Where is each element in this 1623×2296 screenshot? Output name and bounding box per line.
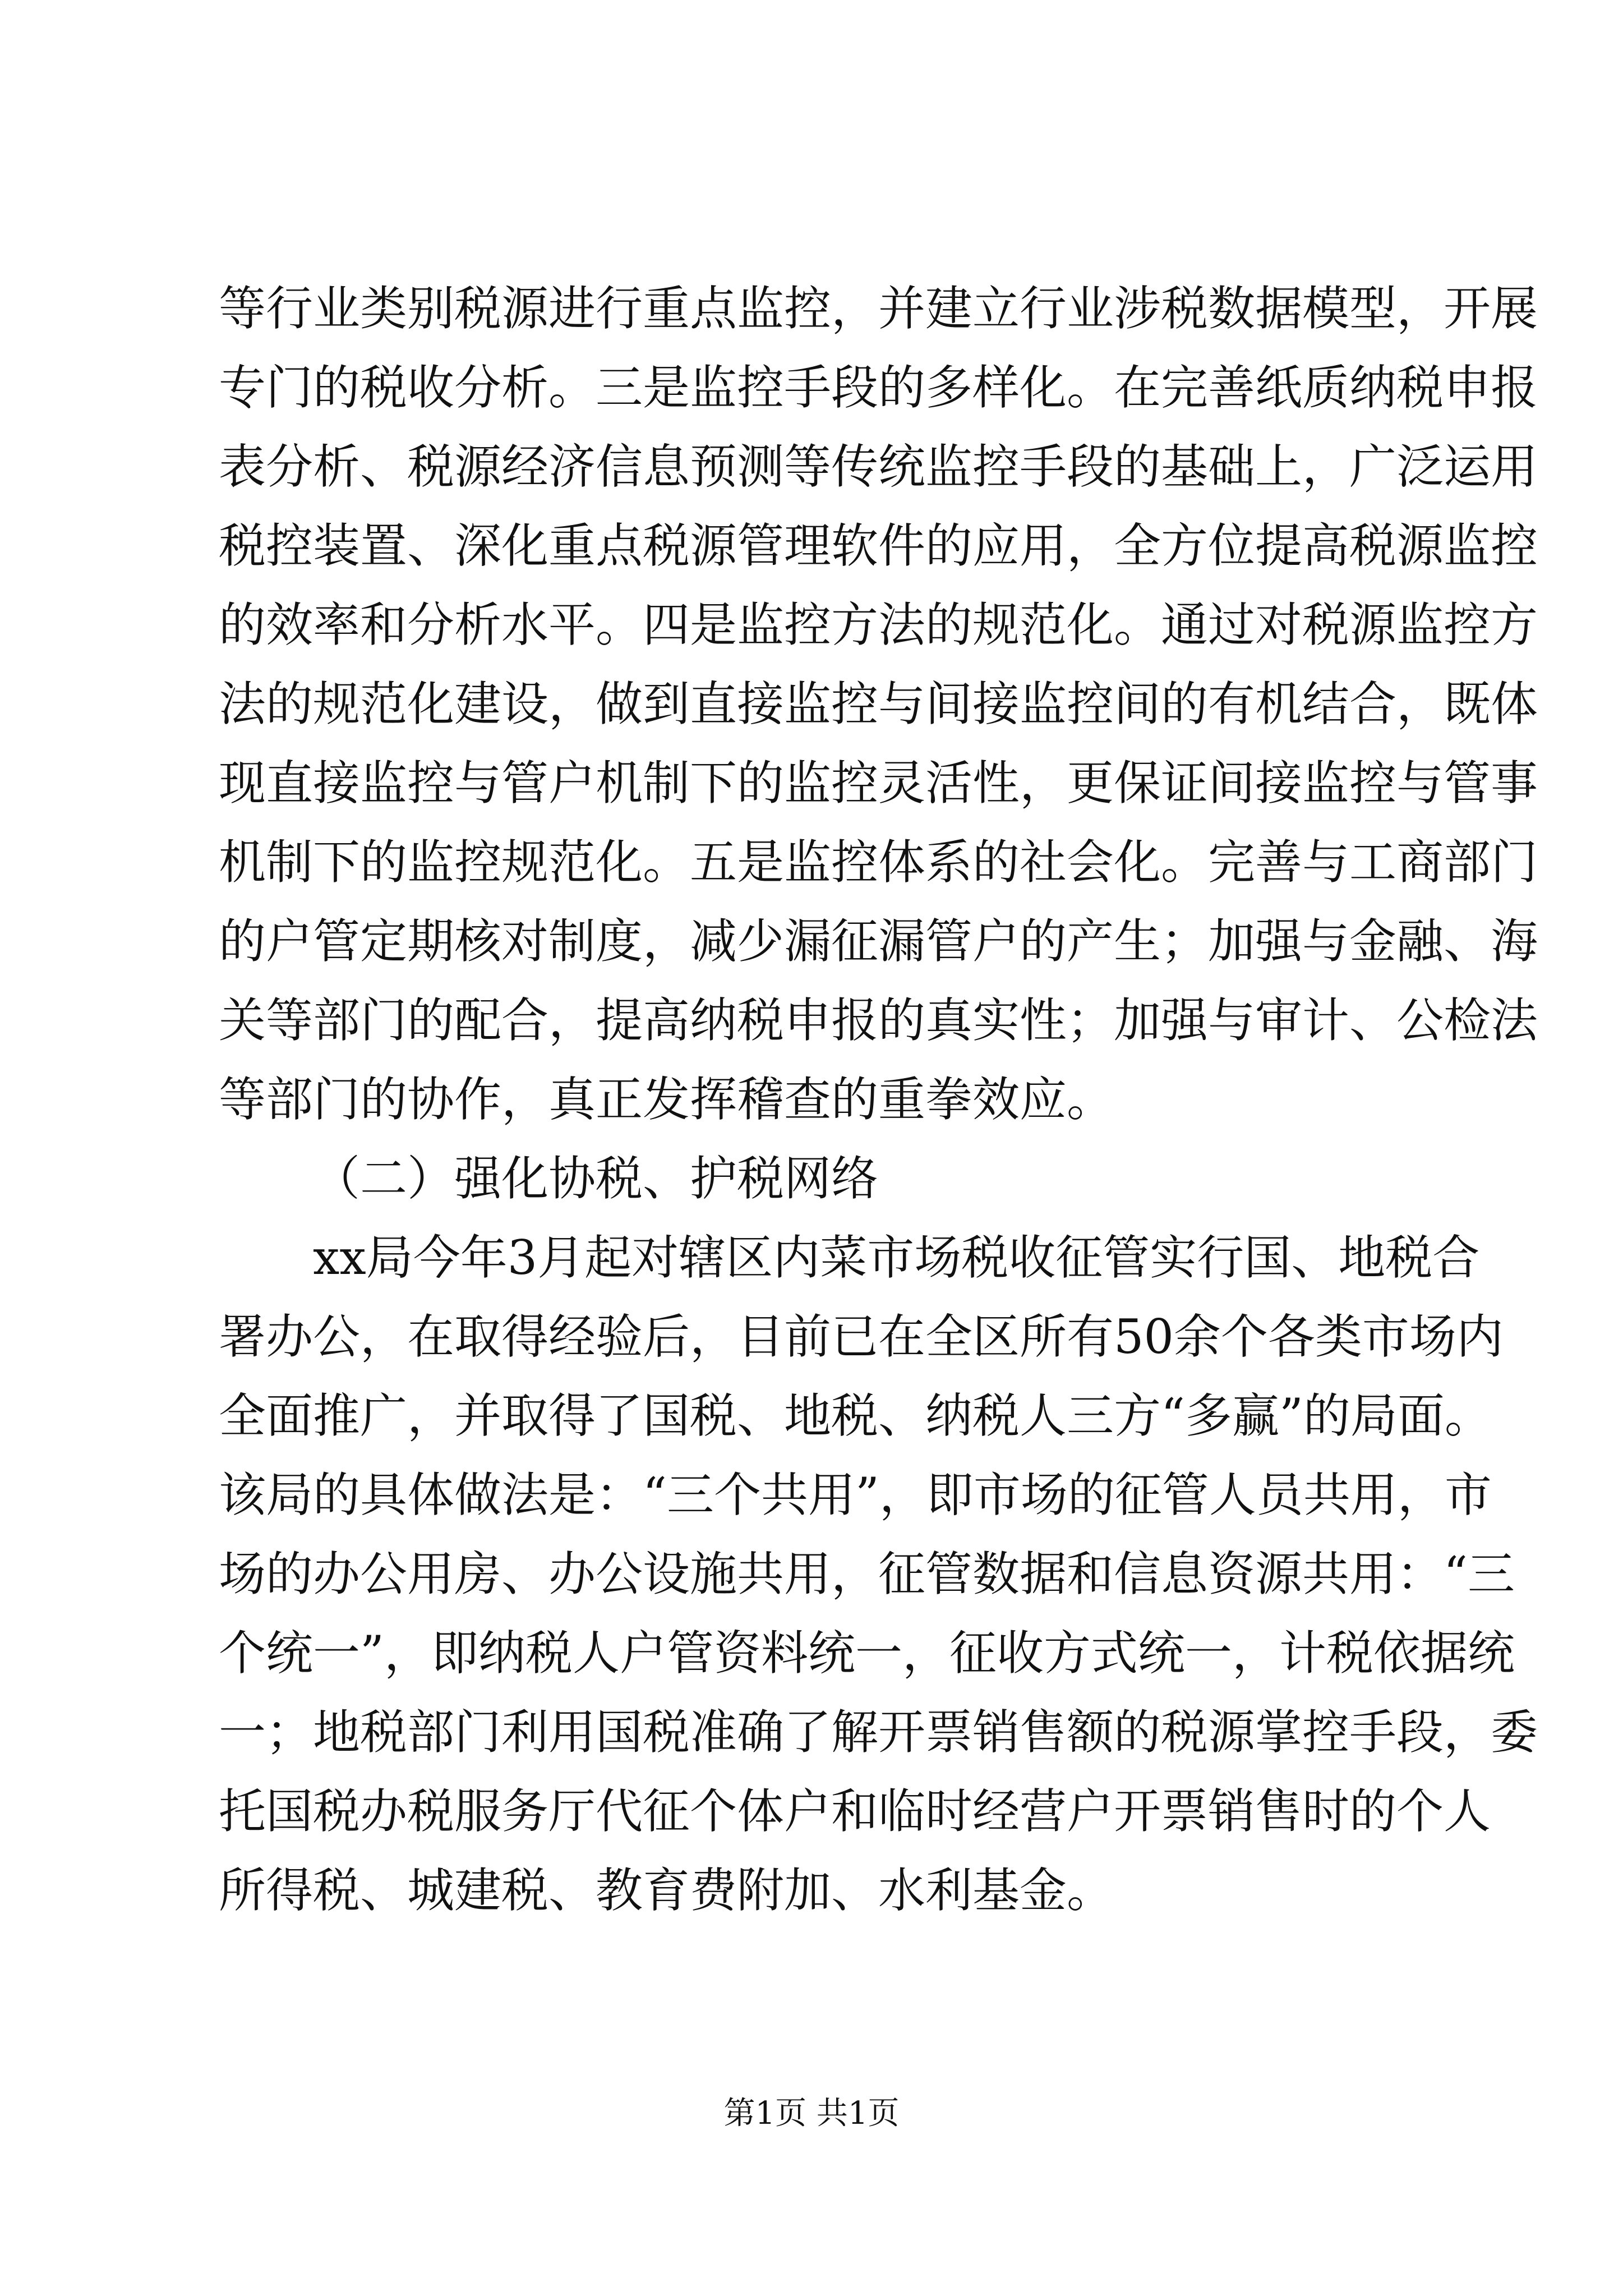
text-line: 税控装置、深化重点税源管理软件的应用，全方位提高税源监控 <box>219 518 1538 573</box>
text-line: 所得税、城建税、教育费附加、水利基金。 <box>219 1863 1114 1918</box>
text-line: xx局今年3月起对辖区内菜市场税收征管实行国、地税合 <box>313 1230 1480 1285</box>
text-line: 一；地税部门利用国税准确了解开票销售额的税源掌控手段，委 <box>219 1705 1538 1760</box>
text-line: 机制下的监控规范化。五是监控体系的社会化。完善与工商部门 <box>219 835 1538 890</box>
section-heading: （二）强化协税、护税网络 <box>313 1151 879 1206</box>
page-number-footer: 第1页 共1页 <box>723 2095 900 2132</box>
text-line: 等部门的协作，真正发挥稽查的重拳效应。 <box>219 1072 1114 1127</box>
text-line: 现直接监控与管户机制下的监控灵活性，更保证间接监控与管事 <box>219 756 1538 811</box>
text-line: 专门的税收分析。三是监控手段的多样化。在完善纸质纳税申报 <box>219 360 1538 415</box>
text-line: 法的规范化建设，做到直接监控与间接监控间的有机结合，既体 <box>219 677 1538 731</box>
text-line: 个统一”，即纳税人户管资料统一，征收方式统一，计税依据统 <box>219 1626 1515 1681</box>
text-line: 场的办公用房、办公设施共用，征管数据和信息资源共用：“三 <box>219 1547 1515 1602</box>
text-line: 关等部门的配合，提高纳税申报的真实性；加强与审计、公检法 <box>219 993 1538 1048</box>
text-line: 等行业类别税源进行重点监控，并建立行业涉税数据模型，开展 <box>219 281 1538 336</box>
text-line: 托国税办税服务厅代征个体户和临时经营户开票销售时的个人 <box>219 1784 1491 1839</box>
text-line: 的户管定期核对制度，减少漏征漏管户的产生；加强与金融、海 <box>219 914 1538 969</box>
text-line: 表分析、税源经济信息预测等传统监控手段的基础上，广泛运用 <box>219 439 1538 494</box>
text-line: 署办公，在取得经验后，目前已在全区所有50余个各类市场内 <box>219 1309 1504 1364</box>
text-line: 全面推广，并取得了国税、地税、纳税人三方“多赢”的局面。 <box>219 1388 1492 1443</box>
text-line: 该局的具体做法是：“三个共用”，即市场的征管人员共用，市 <box>219 1467 1492 1522</box>
document-body <box>219 269 1538 1930</box>
text-line: 的效率和分析水平。四是监控方法的规范化。通过对税源监控方 <box>219 597 1538 652</box>
